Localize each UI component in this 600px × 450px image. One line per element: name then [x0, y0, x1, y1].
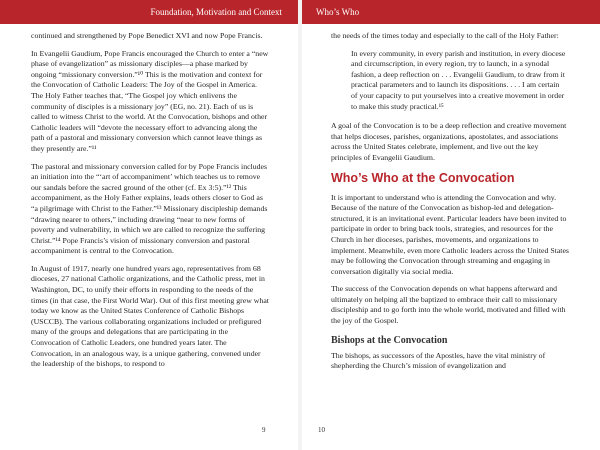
subheading: Bishops at the Convocation — [331, 334, 448, 346]
goal-paragraph: A goal of the Convocation is to be a deep reflection and creative movement that helps dioceses, parishes, organizations, apostolates, and associations across the United States celebrate, implement, and live out the key principles of Evangelii Gaudium. — [331, 121, 567, 162]
section-paragraph-1: It is important to understand who is attending the Convocation and why. Because of the nature of the Convocation as bishop-led and delegation-structured, it is an invitational event. Particular leaders have been invited to participate in order to bring back tools, strategies, and resources for the Church in her dioceses, parishes, movements, and organizations to implement. Meanwhile, even more Catholic leaders across the United States may be following the Convocation through streaming and engaging in conversation digitally via social media. — [331, 192, 569, 276]
left-paragraph-4: In August of 1917, nearly one hundred years ago, representatives from 68 dioceses, 27 national Catholic organizations, and the Catholic press, met in Washington, DC, to unify their efforts in responding to the needs of the times (in that case, the First World War). Out of this first meeting grew what today we know as the United States Conference of Catholic Bishops (USCCB). The various collaborating organizations included or prefigured many of the groups and delegations that are participating in the Convocation of Catholic Leaders, one hundred years later. The Convocation, in an analogous way, is a unique gathering, convened under the leadership of the bishops, to respond to — [31, 263, 269, 369]
right-page-number: 10 — [318, 426, 325, 434]
section-paragraph-2: The success of the Convocation depends on what happens afterward and ultimately on helping all the baptized to embrace their call to missionary discipleship and to go forth into the whole world, motivated and filled with the joy of the Gospel. — [331, 284, 566, 326]
right-running-head-text: Who’s Who — [316, 7, 360, 17]
subheading-paragraph: The bishops, as successors of the Apostles, have the vital ministry of shepherding the Church’s mission of evangelization and — [331, 350, 546, 371]
left-running-head-text: Foundation, Motivation and Context — [150, 7, 282, 17]
block-quote: In every community, in every parish and institution, in every diocese and circumscription, in every region, try to launch, in a synodal fashion, a deep reflection on . . . Evangelii Gaudium, to draw from it practical parameters and to launch its dispositions. . . . I am certain of your capacity to put yourselves into a creative movement in order to make this study practical.¹⁵ — [351, 48, 566, 111]
left-paragraph-1: continued and strengthened by Pope Benedict XVI and now Pope Francis. — [31, 31, 263, 40]
left-page — [31, 31, 269, 377]
section-heading: Who’s Who at the Convocation — [331, 170, 515, 185]
left-paragraph-3: The pastoral and missionary conversion called for by Pope Francis includes an initiation into the “‘art of accompaniment’ which teaches us to remove our sandals before the sacred ground of the other (cf. Ex 3:5).”¹² This accompaniment, as the Holy Father explains, leads others closer to God as “a pilgrimage with Christ to the Father.”¹³ Missionary discipleship demands “drawing nearer to others,” including drawing “near to new forms of poverty and vulnerability, in which we are called to recognize the suffering Christ.”¹⁴ Pope Francis’s vision of missionary conversion and pastoral accompaniment is central to the Convocation. — [31, 161, 268, 256]
right-intro-paragraph: the needs of the times today and especially to the call of the Holy Father: — [331, 31, 559, 40]
left-running-header — [0, 0, 298, 24]
right-page — [331, 31, 569, 379]
page-gutter — [298, 0, 302, 450]
left-page-number: 9 — [262, 426, 266, 434]
left-paragraph-2: In Evangelii Gaudium, Pope Francis encouraged the Church to enter a “new phase of evangelization” as missionary disciples—a phase marked by ongoing “missionary conversion.”¹⁰ This is the motivation and context for the Convocation of Catholic Leaders: The Joy of the Gospel in America. The Holy Father teaches that, “The Gospel joy which enlivens the community of disciples is a missionary joy” (EG, no. 21). Each of us is called to witness Christ to the world. At the Convocation, bishops and other Catholic leaders will “devote the necessary effort to advancing along the path of a pastoral and missionary conversion which cannot leave things as they presently are.”¹¹ — [31, 48, 269, 153]
right-running-header — [302, 0, 600, 24]
